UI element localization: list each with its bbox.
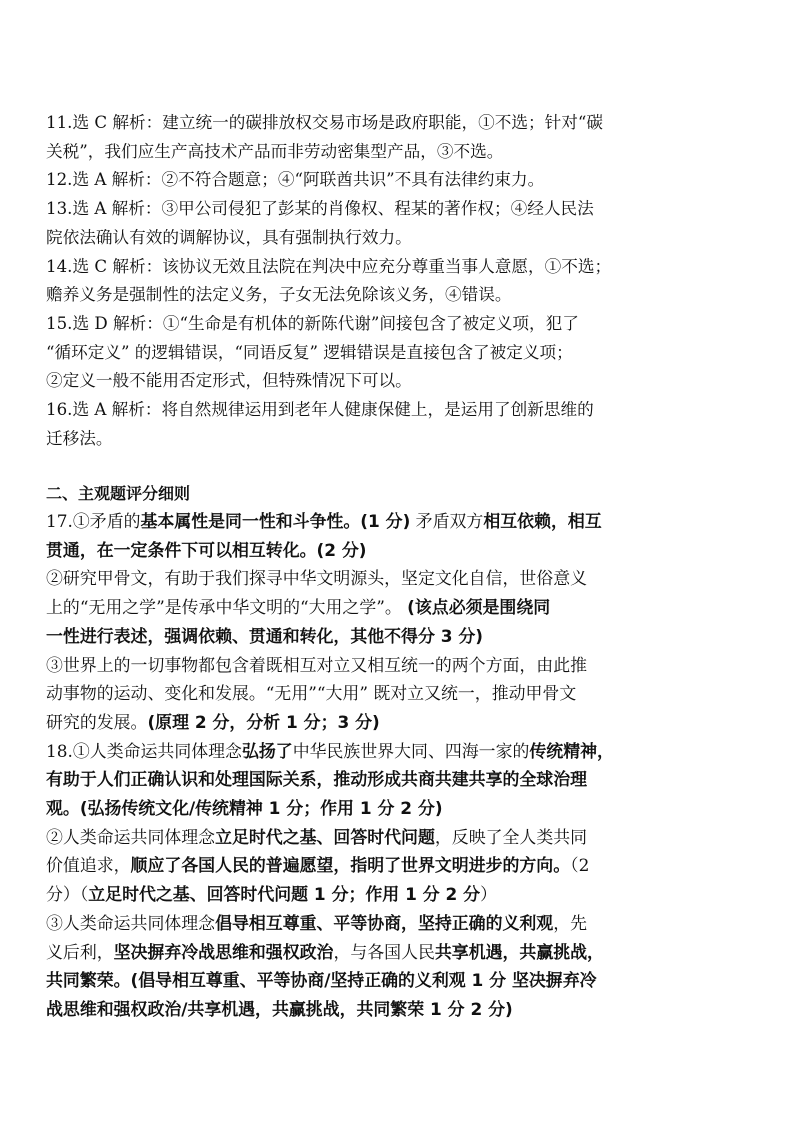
bold-text: 战思维和强权政治/共享机遇，共赢挑战，共同繁荣 1 分 2 分) (46, 998, 513, 1019)
bold-text: 传统精神， (529, 740, 614, 761)
answer-line (46, 140, 761, 164)
scoring-line (46, 911, 761, 935)
text-run: 15.选 D 解析：①“生命是有机体的新陈代谢”间接包含了被定义项，犯了 (46, 313, 579, 333)
text-run: 中华民族世界大同、四海一家的 (292, 740, 530, 761)
text-run: ③人类命运共同体理念 (46, 912, 216, 933)
text-run: ，先 (553, 912, 588, 933)
text-run: 院依法确认有效的调解协议，具有强制执行效力。 (46, 227, 412, 247)
text-run: “循环定义” 的逻辑错误，“同语反复” 逻辑错误是直接包含了被定义项； (46, 342, 573, 362)
scoring-line (46, 681, 761, 705)
scoring-line (46, 968, 761, 992)
answer-line (46, 369, 761, 393)
text-run: ③世界上的一切事物都包含着既相互对立又相互统一的两个方面，由此推 (46, 654, 588, 675)
scoring-line (46, 882, 761, 906)
text-run: 14.选 C 解析：该协议无效且法院在判决中应充分尊重当事人意愿，①不选； (46, 256, 612, 276)
answer-line (46, 283, 761, 307)
text-run: 研究的发展。 (46, 711, 148, 732)
scoring-line (46, 767, 761, 791)
bold-text: 共享机遇，共赢挑战， (434, 941, 604, 962)
answer-line (46, 341, 761, 365)
text-run: 18.①人类命运共同体理念 (46, 740, 242, 761)
scoring-line (46, 739, 761, 763)
bold-text: 顺应了各国人民的普遍愿望，指明了世界文明进步的方向。 (130, 855, 571, 876)
scoring-line (46, 997, 761, 1021)
answer-line (46, 168, 761, 192)
text-run: 16.选 A 解析：将自然规律运用到老年人健康保健上，是运用了创新思维的 (46, 400, 594, 419)
text-run: ，与各国人民 (333, 941, 435, 962)
bold-text: 立足时代之基、回答时代问题 (215, 826, 435, 847)
scoring-line (46, 796, 761, 820)
text-run: 上的“无用之学”是传承中华文明的“大用之学”。 (46, 597, 408, 618)
scoring-line (46, 653, 761, 677)
bold-text: (原理 2 分，分析 1 分；3 分) (147, 711, 380, 732)
section-heading: 二、主观题评分细则 (46, 484, 191, 503)
text-run: （2 (570, 855, 590, 876)
bold-text: 有助于人们正确认识和处理国际关系，推动形成共商共建共享的全球治理 (46, 769, 588, 790)
bold-text: 坚决摒弃冷战思维和强权政治 (113, 941, 334, 962)
scoring-line (46, 853, 761, 877)
text-run: ②研究甲骨文，有助于我们探寻中华文明源头，坚定文化自信，世俗意义 (46, 568, 588, 589)
text-run: 12.选 A 解析：②不符合题意；④“阿联酋共识”不具有法律约束力。 (46, 170, 545, 190)
bold-text: (该点必须是围绕同 (407, 597, 551, 618)
scoring-line (46, 940, 761, 964)
bold-text: 基本属性是同一性和斗争性。(1 分) (140, 511, 411, 531)
answer-line (46, 226, 761, 250)
bold-text: 贯通，在一定条件下可以相互转化。(2 分) (46, 539, 367, 560)
answer-line (46, 427, 761, 451)
bold-text: 倡导相互尊重、平等协商，坚持正确的义利观 (215, 912, 554, 933)
scoring-line (46, 624, 761, 648)
text-run: 分）（ (46, 884, 89, 905)
scoring-line (46, 509, 761, 533)
answer-line (46, 312, 761, 336)
bold-text: 一性进行表述，强调依赖、贯通和转化，其他不得分 3 分) (46, 625, 484, 646)
text-run: 迁移法。 (46, 428, 113, 448)
text-run: 17.①矛盾的 (46, 511, 141, 531)
scoring-line (46, 566, 761, 590)
text-run: 价值追求， (46, 855, 131, 876)
scoring-line (46, 825, 761, 849)
scoring-line (46, 538, 761, 562)
answer-line (46, 197, 761, 221)
text-run: 13.选 A 解析：③甲公司侵犯了彭某的肖像权、程某的著作权；④经人民法 (46, 199, 594, 219)
text-run: ②定义一般不能用否定形式，但特殊情况下可以。 (46, 371, 412, 391)
answer-line (46, 398, 761, 422)
text-run: 矛盾双方 (410, 511, 484, 531)
bold-text: 共同繁荣。(倡导相互尊重、平等协商/坚持正确的义利观 1 分 坚决摒弃冷 (46, 970, 597, 991)
bold-text: 相互依赖，相互 (483, 511, 602, 531)
bold-text: 弘扬了 (241, 740, 293, 761)
bold-text: 立足时代之基、回答时代问题 1 分；作用 1 分 2 分 (88, 884, 481, 905)
text-run: ，反映了全人类共同 (434, 826, 588, 847)
text-run: 动事物的运动、变化和发展。“无用”“大用” 既对立又统一，推动甲骨文 (46, 683, 577, 704)
text-run: ②人类命运共同体理念 (46, 826, 216, 847)
text-run: ） (480, 884, 498, 905)
answer-line (46, 255, 761, 279)
answer-line (46, 111, 761, 135)
scoring-line (46, 595, 761, 619)
text-run: 11.选 C 解析：建立统一的碳排放权交易市场是政府职能，①不选；针对“碳 (46, 113, 603, 132)
bold-text: 观。(弘扬传统文化/传统精神 1 分；作用 1 分 2 分) (46, 798, 443, 818)
text-run: 关税”，我们应生产高技术产品而非劳动密集型产品，③不选。 (46, 141, 504, 161)
text-run: 义后利， (46, 941, 114, 962)
text-run: 赡养义务是强制性的法定义务，子女无法免除该义务，④错误。 (46, 285, 512, 305)
scoring-line (46, 710, 761, 734)
